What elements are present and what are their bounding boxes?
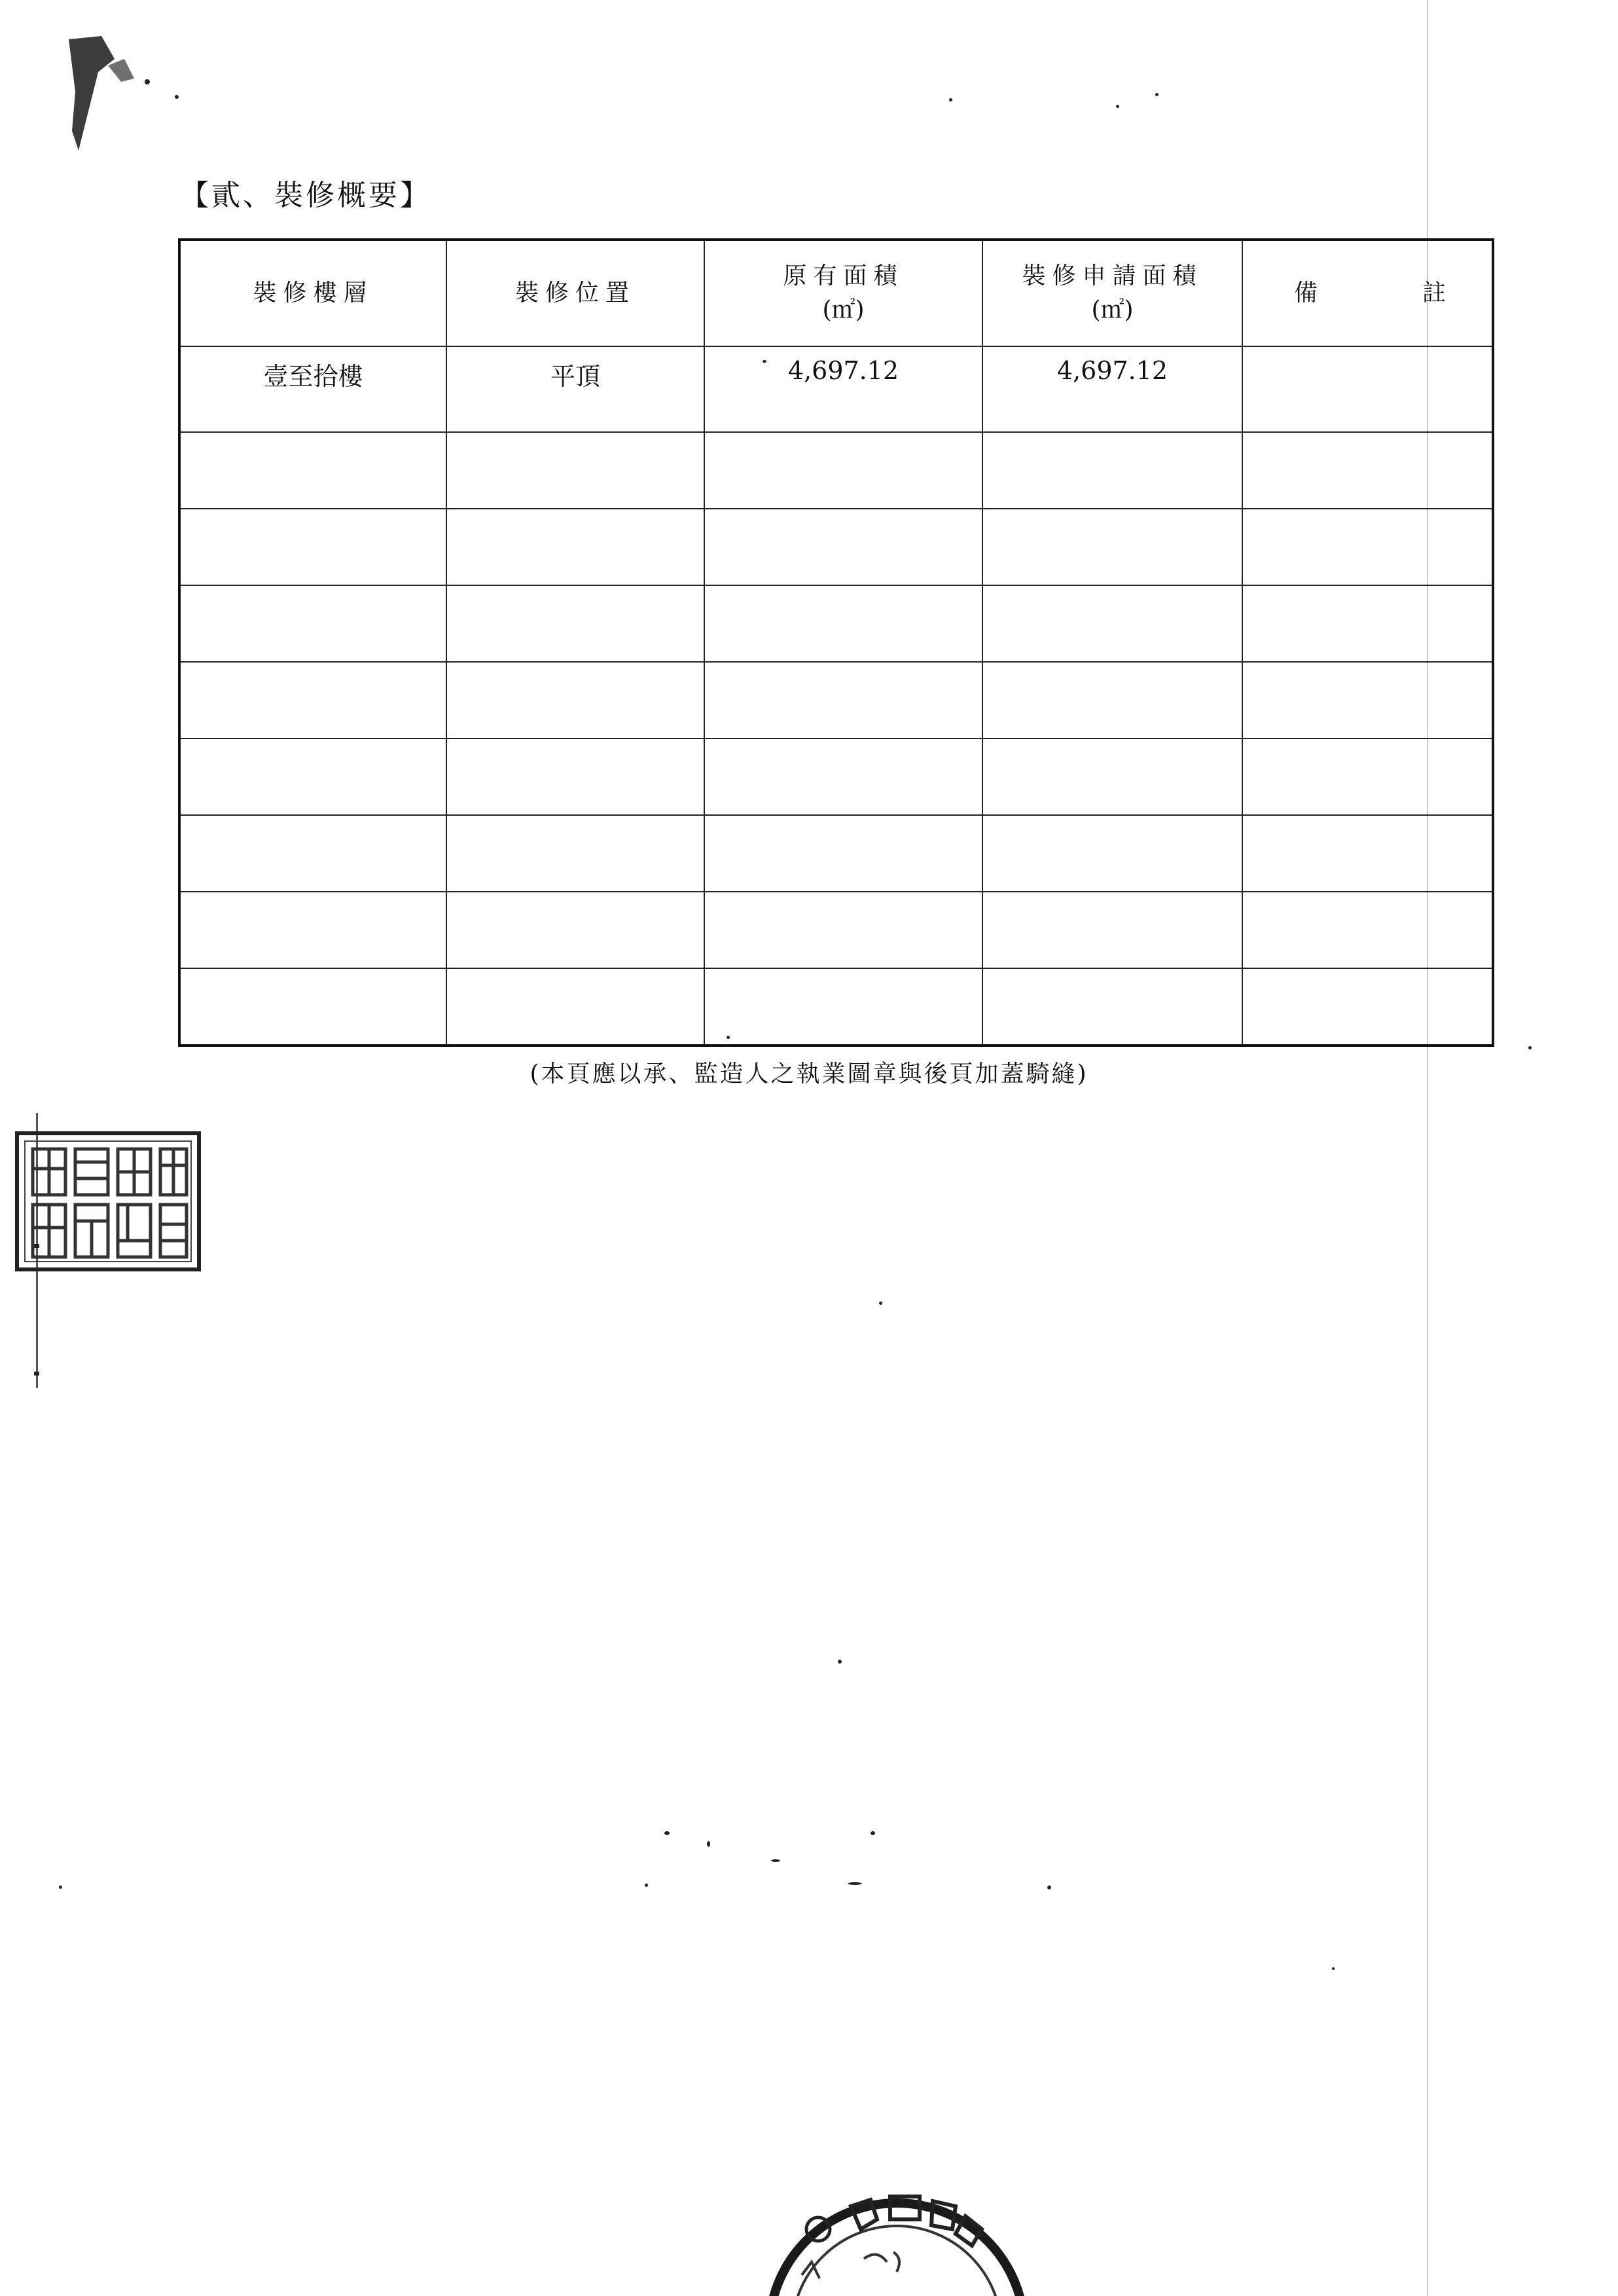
cell-applied-area (982, 738, 1242, 815)
cell-remarks (1242, 432, 1493, 509)
header-label: 原有面積 (783, 262, 904, 289)
cell-floor (179, 432, 446, 509)
cell-original-area (704, 892, 982, 968)
cell-floor (179, 968, 446, 1046)
architect-seal-stamp (13, 1129, 203, 1273)
cell-location (446, 738, 704, 815)
table-row (179, 509, 1493, 585)
header-label-right: 註 (1422, 279, 1446, 306)
cell-applied-area: 4,697.12 (982, 346, 1242, 432)
section-title: 【貳、裝修概要】 (180, 179, 431, 212)
table-row (179, 585, 1493, 662)
header-unit: (㎡) (822, 297, 865, 323)
cell-remarks (1242, 346, 1493, 432)
renovation-summary-table (178, 238, 1494, 1047)
table-row (179, 815, 1493, 892)
table-body (179, 346, 1493, 1046)
cell-floor (179, 662, 446, 738)
header-unit: (㎡) (1091, 297, 1134, 323)
cell-applied-area (982, 432, 1242, 509)
cell-original-area: 4,697.12 (704, 346, 982, 432)
cell-location (446, 585, 704, 662)
cell-original-area (704, 432, 982, 509)
header-location (446, 240, 704, 346)
scan-smudge-mark (62, 33, 193, 157)
cell-remarks (1242, 815, 1493, 892)
cell-original-area (704, 815, 982, 892)
header-label-left: 備 (1294, 279, 1318, 306)
cell-location (446, 815, 704, 892)
cell-applied-area (982, 509, 1242, 585)
header-label: 裝修申請面積 (1022, 262, 1203, 289)
table-row (179, 892, 1493, 968)
table-row (179, 432, 1493, 509)
table-row (179, 346, 1493, 432)
table-row (179, 738, 1493, 815)
header-label: 裝修位置 (514, 279, 636, 306)
cell-remarks (1242, 509, 1493, 585)
cell-floor (179, 815, 446, 892)
cell-location (446, 892, 704, 968)
cell-original-area (704, 738, 982, 815)
table-row (179, 968, 1493, 1046)
table-header-row (179, 240, 1493, 346)
cell-location (446, 432, 704, 509)
cell-remarks (1242, 738, 1493, 815)
cell-location: 平頂 (446, 346, 704, 432)
cell-floor (179, 738, 446, 815)
cell-remarks (1242, 968, 1493, 1046)
cell-applied-area (982, 585, 1242, 662)
cell-original-area (704, 585, 982, 662)
cell-original-area (704, 509, 982, 585)
city-round-seal-stamp (766, 2160, 1028, 2296)
cell-location (446, 509, 704, 585)
header-applied-area (982, 240, 1242, 346)
cell-original-area (704, 662, 982, 738)
header-remarks (1242, 240, 1493, 346)
cell-floor (179, 509, 446, 585)
cell-applied-area (982, 815, 1242, 892)
cell-applied-area (982, 662, 1242, 738)
cell-floor: 壹至拾樓 (179, 346, 446, 432)
header-label: 裝修樓層 (253, 279, 374, 306)
table-row (179, 662, 1493, 738)
cell-applied-area (982, 892, 1242, 968)
cell-remarks (1242, 662, 1493, 738)
header-original-area (704, 240, 982, 346)
cell-location (446, 662, 704, 738)
cell-floor (179, 585, 446, 662)
cell-remarks (1242, 585, 1493, 662)
header-floor (179, 240, 446, 346)
cell-remarks (1242, 892, 1493, 968)
page-footnote: (本頁應以承、監造人之執業圖章與後頁加蓋騎縫) (530, 1061, 1088, 1087)
cell-floor (179, 892, 446, 968)
cell-location (446, 968, 704, 1046)
cell-applied-area (982, 968, 1242, 1046)
cell-original-area (704, 968, 982, 1046)
